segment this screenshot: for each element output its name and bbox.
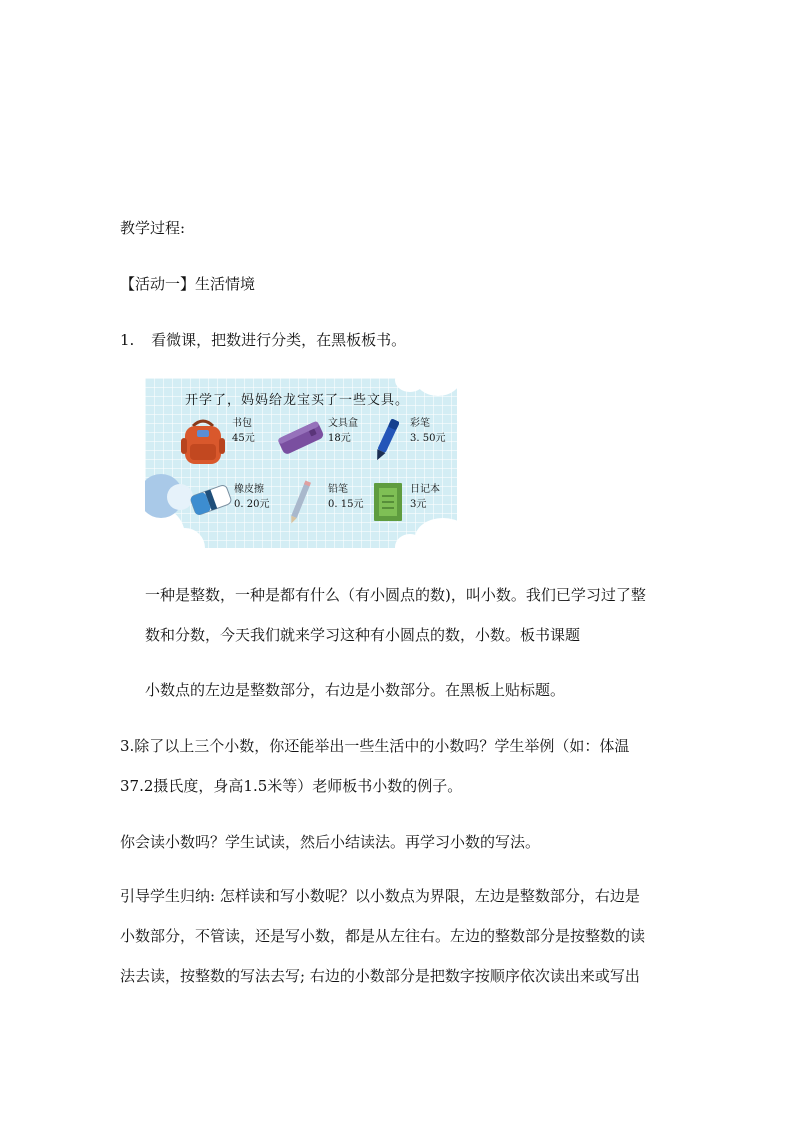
illustration-title: 开学了，妈妈给龙宝买了一些文具。 <box>185 393 410 408</box>
item-price: 0. 20元 <box>234 499 270 510</box>
item-price: 3元 <box>410 499 427 510</box>
item-name: 彩笔 <box>410 418 430 429</box>
item-price: 0. 15元 <box>328 499 364 510</box>
item-name: 日记本 <box>410 484 440 495</box>
step-text: 看微课，把数进行分类，在黑板板书。 <box>151 331 407 349</box>
item-notebook <box>410 482 440 512</box>
item-pencil-case <box>328 416 358 446</box>
item-name: 橡皮擦 <box>234 484 264 495</box>
item-name: 铅笔 <box>328 484 348 495</box>
paragraph-line: 数和分数，今天我们就来学习这种有小圆点的数，小数。板书课题 <box>145 626 581 644</box>
paragraph-line: 一种是整数，一种是都有什么（有小圆点的数)，叫小数。我们已学习过了整 <box>145 586 646 604</box>
backpack-icon <box>179 416 227 466</box>
notebook-icon <box>373 482 403 522</box>
paragraph-line: 小数点的左边是整数部分，右边是小数部分。在黑板上贴标题。 <box>145 681 566 699</box>
step-number: 1. <box>120 331 135 349</box>
item-eraser <box>234 482 269 512</box>
paragraph-line: 引导学生归纳: 怎样读和写小数呢？以小数点为界限，左边是整数部分，右边是 <box>120 887 640 905</box>
item-price: 3. 50元 <box>410 433 446 444</box>
item-name: 书包 <box>232 418 252 429</box>
marker-icon <box>373 416 399 464</box>
section-heading: 教学过程: <box>120 219 186 237</box>
item-backpack <box>232 416 255 446</box>
paragraph-line: 3.除了以上三个小数，你还能举出一些生活中的小数吗？学生举例（如：体温 <box>120 737 630 755</box>
pencil-case-icon <box>276 418 326 458</box>
stationery-illustration <box>145 378 457 548</box>
activity-title: 【活动一】生活情境 <box>120 275 256 293</box>
item-marker <box>410 416 445 446</box>
item-pencil <box>328 482 363 512</box>
paragraph-line: 小数部分，不管读，还是写小数，都是从左往右。左边的整数部分是按整数的读 <box>120 927 646 945</box>
item-price: 18元 <box>328 433 351 444</box>
step-1 <box>120 330 406 350</box>
pencil-icon <box>288 478 312 526</box>
eraser-icon <box>189 482 233 518</box>
paragraph-line: 法去读，按整数的写法去写; 右边的小数部分是把数字按顺序依次读出来或写出 <box>120 967 640 985</box>
paragraph-line: 你会读小数吗？学生试读，然后小结读法。再学习小数的写法。 <box>120 833 541 851</box>
item-price: 45元 <box>232 433 255 444</box>
item-name: 文具盒 <box>328 418 358 429</box>
paragraph-line: 37.2摄氏度，身高1.5米等）老师板书小数的例子。 <box>120 777 463 795</box>
